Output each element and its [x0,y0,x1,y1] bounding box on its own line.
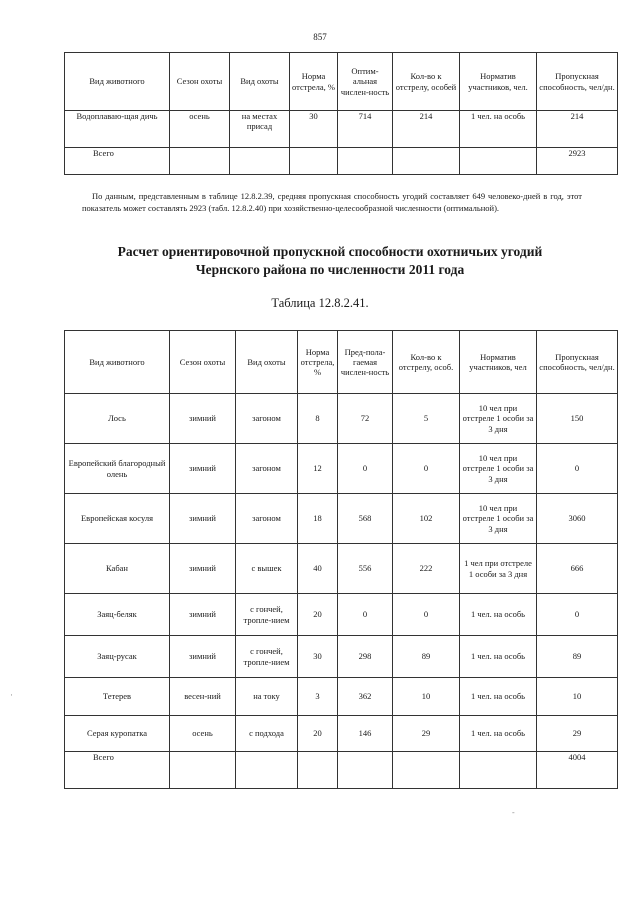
cell: Серая куропатка [65,716,170,752]
cell: загоном [236,494,298,544]
summary-paragraph: По данным, представленным в таблице 12.8.2.39, средняя пропускная способность угодий составляет 649 человеко-дней в год, этот показатель может составлять 2923 (табл. 12.8.2.40) при хозяйственно-целесообразной численности (оптимальной). [82,191,582,214]
cell: 89 [537,636,618,678]
cell: 20 [298,716,338,752]
t1-header-season: Сезон охоты [170,53,230,111]
t2-header-rate: Норма отстрела, % [298,331,338,394]
cell: 222 [393,544,460,594]
cell: зимний [170,636,236,678]
table-row [65,636,618,678]
page-number: 857 [313,32,327,42]
cell [460,752,537,789]
cell [393,148,460,175]
cell [298,752,338,789]
table-row [65,716,618,752]
cell: Водоплаваю-щая дичь [65,111,170,148]
cell: с гончей, тропле-нием [236,636,298,678]
t2-header-season: Сезон охоты [170,331,236,394]
cell: Кабан [65,544,170,594]
table-row [65,544,618,594]
cell: 30 [298,636,338,678]
cell: 72 [338,394,393,444]
t1-header-participants: Норматив участников, чел. [460,53,537,111]
cell [338,752,393,789]
cell: с подхода [236,716,298,752]
cell: на местах присад [230,111,290,148]
cell: загоном [236,394,298,444]
cell: 0 [338,594,393,636]
cell: 0 [393,594,460,636]
t2-header-capacity: Пропускная способность, чел/дн. [537,331,618,394]
cell: Европейская косуля [65,494,170,544]
cell: 5 [393,394,460,444]
cell: 10 [393,678,460,716]
cell: 556 [338,544,393,594]
cell [236,752,298,789]
cell: 30 [290,111,338,148]
cell: 29 [537,716,618,752]
pass-capacity-table-optimal [64,52,618,175]
cell: 3060 [537,494,618,544]
cell: 10 чел при отстреле 1 особи за 3 дня [460,394,537,444]
cell: 1 чел. на особь [460,111,537,148]
scan-mark: · [10,690,13,700]
cell: с гончей, тропле-нием [236,594,298,636]
cell: 0 [393,444,460,494]
t2-header-quota: Кол-во к отстрелу, особ. [393,331,460,394]
cell: 10 чел при отстреле 1 особи за 3 дня [460,494,537,544]
cell: 12 [298,444,338,494]
cell: 1 чел. на особь [460,636,537,678]
cell: осень [170,716,236,752]
cell: весен-ний [170,678,236,716]
t1-header-hunt-type: Вид охоты [230,53,290,111]
total-value: 2923 [537,148,618,175]
cell: 10 [537,678,618,716]
heading-line-2: Чернского района по численности 2011 года [195,262,465,278]
table-row [65,678,618,716]
table1-header-row [65,53,618,111]
cell: 1 чел при отстреле 1 особи за 3 дня [460,544,537,594]
table-total-row [65,752,618,789]
cell: зимний [170,444,236,494]
cell [338,148,393,175]
cell: 29 [393,716,460,752]
cell: 666 [537,544,618,594]
t1-header-rate: Норма отстрела, % [290,53,338,111]
cell: 8 [298,394,338,444]
cell: Заяц-беляк [65,594,170,636]
t2-header-animal: Вид животного [65,331,170,394]
table2-header-row [65,331,618,394]
cell: загоном [236,444,298,494]
cell [230,148,290,175]
t2-header-participants: Норматив участников, чел [460,331,537,394]
cell: Европейский благородный олень [65,444,170,494]
cell: зимний [170,544,236,594]
t2-header-hunt-type: Вид охоты [236,331,298,394]
heading-line-1: Расчет ориентировочной пропускной способности охотничьих угодий [117,244,543,259]
cell [460,148,537,175]
cell: 1 чел. на особь [460,678,537,716]
table-row [65,494,618,544]
cell: 0 [338,444,393,494]
cell: 10 чел при отстреле 1 особи за 3 дня [460,444,537,494]
total-label: Всего [65,148,170,175]
cell: 150 [537,394,618,444]
table-row [65,594,618,636]
cell: Лось [65,394,170,444]
cell: 214 [537,111,618,148]
cell [170,752,236,789]
cell: 3 [298,678,338,716]
cell: осень [170,111,230,148]
cell: 102 [393,494,460,544]
t1-header-quota: Кол-во к отстрелу, особей [393,53,460,111]
cell: 1 чел. на особь [460,594,537,636]
cell: 1 чел. на особь [460,716,537,752]
cell: зимний [170,594,236,636]
cell [170,148,230,175]
cell: 18 [298,494,338,544]
cell: 568 [338,494,393,544]
t2-header-population: Пред-пола-гаемая числен-ность [338,331,393,394]
t1-header-population: Оптим-альная числен-ность [338,53,393,111]
cell: 0 [537,594,618,636]
cell: на току [236,678,298,716]
t1-header-capacity: Пропускная способность, чел/дн. [537,53,618,111]
cell: Тетерев [65,678,170,716]
cell: 298 [338,636,393,678]
table-row [65,394,618,444]
cell: 714 [338,111,393,148]
cell: зимний [170,394,236,444]
pass-capacity-table-2011 [64,330,618,789]
cell: 214 [393,111,460,148]
cell: с вышек [236,544,298,594]
cell: 89 [393,636,460,678]
cell: 20 [298,594,338,636]
page-heading [60,243,600,279]
table-total-row [65,148,618,175]
cell [393,752,460,789]
cell: 40 [298,544,338,594]
cell [290,148,338,175]
table-caption: Таблица 12.8.2.41. [271,296,369,310]
cell: 362 [338,678,393,716]
cell: 146 [338,716,393,752]
table-row [65,111,618,148]
table-row [65,444,618,494]
cell: Заяц-русак [65,636,170,678]
t1-header-animal: Вид животного [65,53,170,111]
cell: 0 [537,444,618,494]
total-label: Всего [65,752,170,789]
scan-mark: - [512,808,515,817]
cell: зимний [170,494,236,544]
total-value: 4004 [537,752,618,789]
